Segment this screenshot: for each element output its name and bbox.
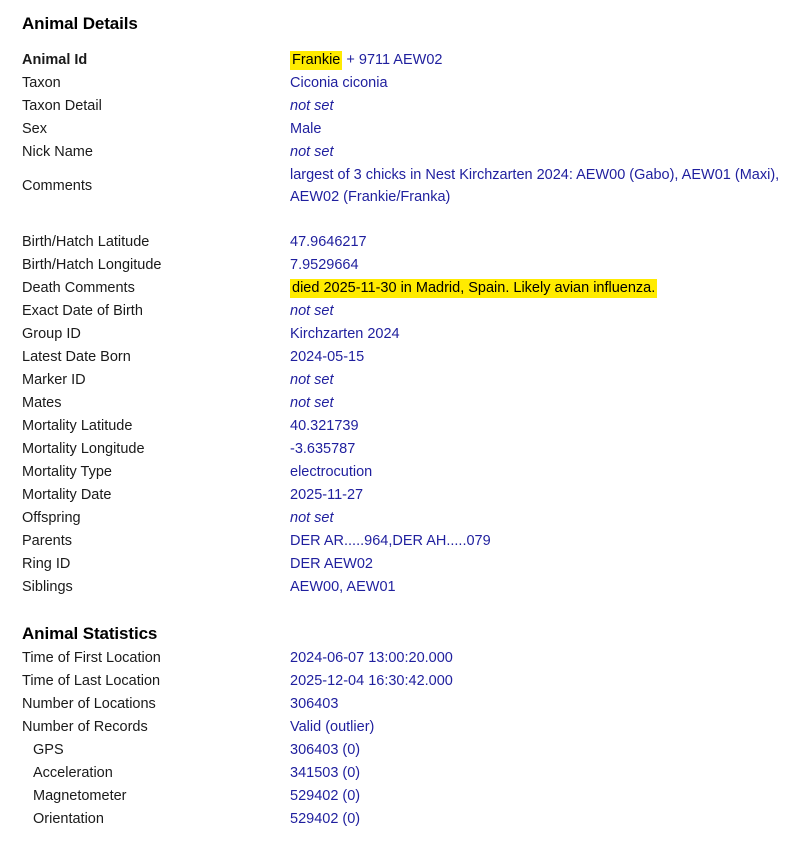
value-magnetometer: 529402 (0) [290, 788, 361, 804]
value-death-comments [290, 277, 803, 300]
value-comments: largest of 3 chicks in Nest Kirchzarten 2024: AEW00 (Gabo), AEW01 (Maxi), AEW02 (Frankie/Franka) [290, 167, 780, 205]
animal-id-rest: + 9711 AEW02 [342, 52, 443, 68]
table-row-group-id [22, 323, 803, 346]
value-siblings: AEW00, AEW01 [290, 579, 396, 595]
value-taxon: Ciconia ciconia [290, 75, 388, 91]
value-ring-id: DER AEW02 [290, 556, 373, 572]
label-taxon: Taxon [22, 75, 61, 91]
value-taxon-detail: not set [290, 98, 334, 114]
value-acceleration: 341503 (0) [290, 765, 361, 781]
table-row-death-comments [22, 277, 803, 300]
label-mates: Mates [22, 395, 62, 411]
statistics-title: Animal Statistics [22, 624, 158, 643]
table-row-time-of-last-location [22, 670, 803, 693]
label-time-of-last-location: Time of Last Location [22, 673, 161, 689]
label-magnetometer: Magnetometer [33, 788, 127, 804]
value-offspring: not set [290, 510, 334, 526]
label-gps: GPS [33, 742, 64, 758]
table-row-orientation [22, 808, 803, 831]
value-orientation: 529402 (0) [290, 811, 361, 827]
table-row-mortality-date [22, 484, 803, 507]
label-animal-id: Animal Id [22, 52, 88, 68]
value-time-of-last-location: 2025-12-04 16:30:42.000 [290, 673, 453, 689]
value-birth-hatch-latitude: 47.9646217 [290, 234, 367, 250]
table-row-mates [22, 392, 803, 415]
table-row-parents [22, 530, 803, 553]
table-row-comments [22, 164, 803, 208]
value-mortality-date: 2025-11-27 [290, 487, 364, 503]
value-nick-name: not set [290, 144, 334, 160]
spacer-cell-left [22, 208, 290, 231]
table-row-acceleration [22, 762, 803, 785]
label-death-comments: Death Comments [22, 280, 135, 296]
value-mortality-longitude: -3.635787 [290, 441, 356, 457]
value-exact-date-of-birth: not set [290, 303, 334, 319]
label-sex: Sex [22, 121, 47, 137]
value-mortality-type: electrocution [290, 464, 373, 480]
label-birth-hatch-longitude: Birth/Hatch Longitude [22, 257, 162, 273]
table-row-number-of-locations [22, 693, 803, 716]
value-birth-hatch-longitude: 7.9529664 [290, 257, 359, 273]
table-row-mortality-longitude [22, 438, 803, 461]
animal-statistics-table [22, 647, 803, 831]
label-ring-id: Ring ID [22, 556, 71, 572]
spacer-cell-right [290, 208, 803, 231]
table-row-ring-id [22, 553, 803, 576]
table-row-latest-date-born [22, 346, 803, 369]
table-row-sex [22, 118, 803, 141]
label-parents: Parents [22, 533, 72, 549]
label-acceleration: Acceleration [33, 765, 113, 781]
table-row-number-of-records [22, 716, 803, 739]
label-siblings: Siblings [22, 579, 73, 595]
value-marker-id: not set [290, 372, 334, 388]
value-mates: not set [290, 395, 334, 411]
table-row-birth-hatch-longitude [22, 254, 803, 277]
table-row-time-of-first-location [22, 647, 803, 670]
label-orientation: Orientation [33, 811, 104, 827]
table-row-mortality-latitude [22, 415, 803, 438]
label-nick-name: Nick Name [22, 144, 93, 160]
label-latest-date-born: Latest Date Born [22, 349, 131, 365]
value-number-of-locations: 306403 [290, 696, 339, 712]
spacer-cell-left-2 [22, 599, 290, 622]
label-birth-hatch-latitude: Birth/Hatch Latitude [22, 234, 150, 250]
value-parents: DER AR.....964,DER AH.....079 [290, 533, 491, 549]
label-mortality-type: Mortality Type [22, 464, 112, 480]
value-number-of-records: Valid (outlier) [290, 719, 375, 735]
table-row-birth-hatch-latitude [22, 231, 803, 254]
label-mortality-latitude: Mortality Latitude [22, 418, 133, 434]
label-number-of-records: Number of Records [22, 719, 148, 735]
value-time-of-first-location: 2024-06-07 13:00:20.000 [290, 650, 453, 666]
table-row-exact-date-of-birth [22, 300, 803, 323]
spacer-row-stats [22, 599, 803, 622]
value-mortality-latitude: 40.321739 [290, 418, 359, 434]
label-marker-id: Marker ID [22, 372, 86, 388]
label-comments: Comments [22, 177, 93, 194]
spacer-row [22, 208, 803, 231]
label-mortality-date: Mortality Date [22, 487, 112, 503]
table-row-offspring [22, 507, 803, 530]
value-sex: Male [290, 121, 322, 137]
highlighted-death-comments: died 2025-11-30 in Madrid, Spain. Likely avian influenza. [292, 280, 656, 296]
label-time-of-first-location: Time of First Location [22, 650, 161, 666]
table-row-siblings [22, 576, 803, 599]
label-exact-date-of-birth: Exact Date of Birth [22, 303, 143, 319]
label-group-id: Group ID [22, 326, 81, 342]
label-taxon-detail: Taxon Detail [22, 98, 102, 114]
spacer-cell-right-2 [290, 599, 803, 622]
page-title: Animal Details [22, 14, 138, 33]
table-row-taxon [22, 72, 803, 95]
table-row-taxon-detail [22, 95, 803, 118]
table-row-magnetometer [22, 785, 803, 808]
label-offspring: Offspring [22, 510, 81, 526]
label-mortality-longitude: Mortality Longitude [22, 441, 145, 457]
value-latest-date-born: 2024-05-15 [290, 349, 365, 365]
table-row-mortality-type [22, 461, 803, 484]
value-animal-id [290, 49, 803, 72]
table-row-marker-id [22, 369, 803, 392]
value-group-id: Kirchzarten 2024 [290, 326, 400, 342]
table-row-nick-name [22, 141, 803, 164]
label-number-of-locations: Number of Locations [22, 696, 156, 712]
animal-details-table [22, 49, 803, 622]
table-row-animal-id [22, 49, 803, 72]
table-row-gps [22, 739, 803, 762]
highlighted-animal-name: Frankie [292, 52, 341, 68]
value-gps: 306403 (0) [290, 742, 361, 758]
